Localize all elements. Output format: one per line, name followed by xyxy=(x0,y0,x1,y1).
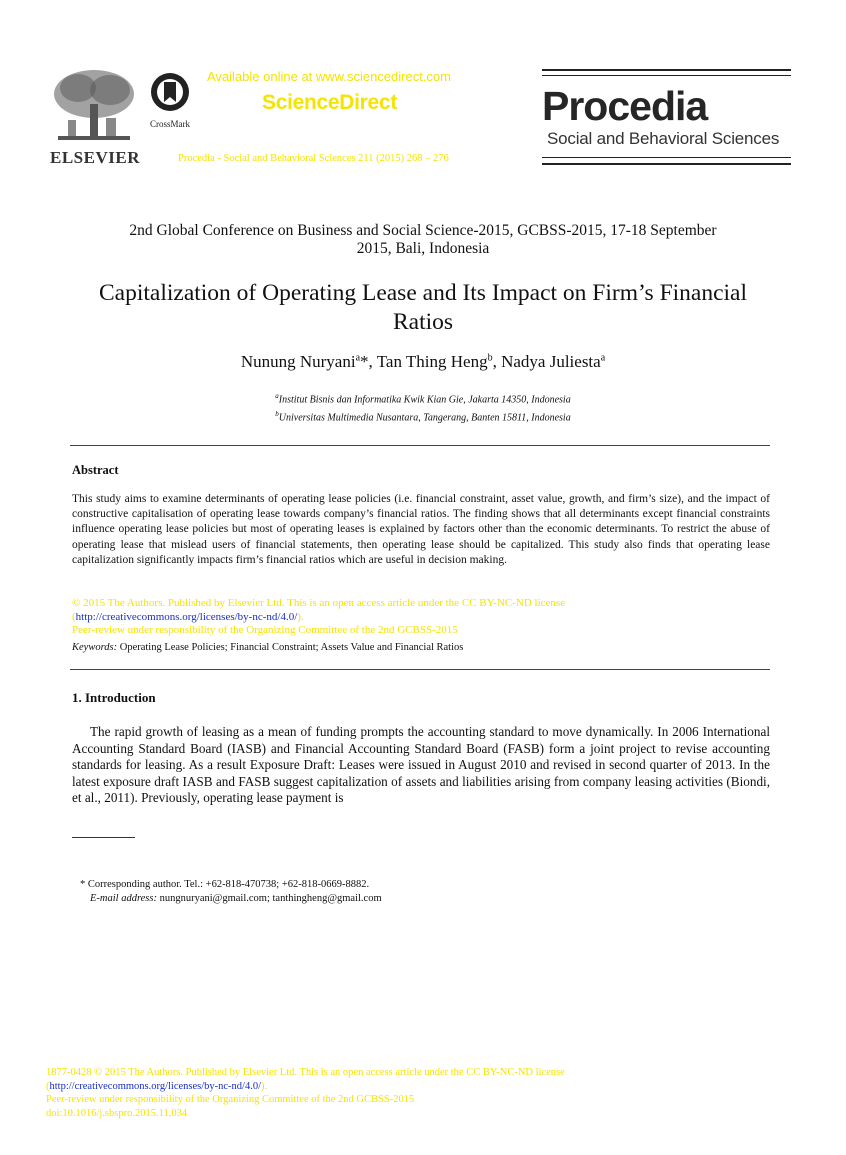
conference-name xyxy=(60,222,786,258)
author-list xyxy=(60,352,786,372)
conference-line: 2015, Bali, Indonesia xyxy=(356,240,490,257)
footer-license-link[interactable]: http://creativecommons.org/licenses/by-nc-nd/4.0/ xyxy=(49,1080,262,1092)
crossmark-badge[interactable] xyxy=(148,72,192,129)
title-line: Capitalization of Operating Lease and Its Impact on Firm’s Financial xyxy=(98,280,748,306)
conference-line: 2nd Global Conference on Business and Social Science-2015, GCBSS-2015, 17-18 September xyxy=(129,222,717,239)
author-name: Nadya Juliesta xyxy=(501,352,601,371)
divider xyxy=(70,445,770,446)
crossmark-icon xyxy=(150,72,190,112)
author-affil-mark: a xyxy=(355,352,361,364)
footer-peer-review: Peer-review under responsibility of the Organizing Committee of the 2nd GCBSS-2015 xyxy=(46,1094,415,1105)
available-online-link[interactable]: Available online at www.sciencedirect.com xyxy=(207,69,451,84)
affiliations xyxy=(60,389,786,426)
journal-reference: Procedia - Social and Behavioral Sciences 211 (2015) 268 – 276 xyxy=(178,153,449,164)
crossmark-label: CrossMark xyxy=(150,119,190,129)
footnote xyxy=(80,878,382,906)
section-heading: 1. Introduction xyxy=(72,690,156,705)
peer-review-line: Peer-review under responsibility of the Organizing Committee of the 2nd GCBSS-2015 xyxy=(72,624,458,636)
keywords xyxy=(72,642,463,653)
sciencedirect-logo: ScienceDirect xyxy=(262,91,398,114)
affil-mark: b xyxy=(275,410,279,419)
author-name: Nunung Nuryani xyxy=(240,352,356,371)
author-affil-mark: b xyxy=(487,352,493,364)
publisher-name: ELSEVIER xyxy=(50,148,140,167)
corresponding-author: * Corresponding author. Tel.: +62-818-470738; +62-818-0669-8882. xyxy=(80,879,370,890)
author-separator: *, xyxy=(360,352,377,371)
affil-mark: a xyxy=(275,392,279,400)
procedia-subtitle: Social and Behavioral Sciences xyxy=(547,129,780,148)
title-line: Ratios xyxy=(392,309,454,335)
author-name: Tan Thing Heng xyxy=(376,352,488,371)
abstract-license: © 2015 The Authors. Published by Elsevier Ltd. This is an open access article under the CC BY-NC-ND license (http://creativecommons.org/licenses/by-nc-nd/4.0/). Peer-review under responsibility of the Organizing Committee of the 2nd GCBSS-2015 xyxy=(72,597,772,638)
author-separator: , xyxy=(492,352,502,371)
abstract-text: This study aims to examine determinants of operating lease policies (i.e. financial constraint, asset value, growth, and firm’s size), and the impact of constructive capitalisation of operating lease towards company’s financial ratios. The finding shows that all determinants except financial constraints influence operating lease policies but most of operating leases is explained by factors other than the economic determinants. To restrict the abuse of operating lease that mislead users of financial statements, then operating lease should be capitalized. This study also finds that operating lease capitalization significantly impacts firm’s financial ratios which are useful in decision making. xyxy=(72,493,770,566)
doi[interactable]: doi:10.1016/j.sbspro.2015.11.034 xyxy=(46,1107,188,1119)
divider xyxy=(70,669,770,670)
affiliation-item xyxy=(60,407,786,425)
email-label: E-mail address: xyxy=(90,893,157,904)
keywords-text: Operating Lease Policies; Financial Constraint; Assets Value and Financial Ratios xyxy=(119,642,464,653)
procedia-masthead xyxy=(542,69,791,165)
abstract-heading: Abstract xyxy=(72,463,119,477)
license-link[interactable]: http://creativecommons.org/licenses/by-nc-nd/4.0/ xyxy=(75,610,298,623)
affil-text: Institut Bisnis dan Informatika Kwik Kian Gie, Jakarta 14350, Indonesia xyxy=(278,394,571,406)
footnote-rule xyxy=(72,837,135,838)
page-footer: 1877-0428 © 2015 The Authors. Published by Elsevier Ltd. This is an open access article under the CC BY-NC-ND license (http://creativecommons.org/licenses/by-nc-nd/4.0/). Peer-review under responsibility of the Organizing Committee of the 2nd GCBSS-2015 doi:10.1016/j.sbspro.2015.11.034 xyxy=(46,1066,766,1120)
affiliation-item xyxy=(60,389,786,407)
license-line: © 2015 The Authors. Published by Elsevier Ltd. This is an open access article under the CC BY-NC-ND license xyxy=(72,597,566,609)
issn-line: 1877-0428 © 2015 The Authors. Published by Elsevier Ltd. This is an open access article under the CC BY-NC-ND license xyxy=(46,1067,565,1078)
author-affil-mark: a xyxy=(600,352,606,364)
affil-text: Universitas Multimedia Nusantara, Tangerang, Banten 15811, Indonesia xyxy=(278,412,571,424)
procedia-title: Procedia xyxy=(542,83,708,129)
section-body: The rapid growth of leasing as a mean of funding prompts the accounting standard to move dynamically. In 2006 International Accounting Standard Board (IASB) and Financial Accounting Standard Board (FASB) form a joint project to revise accounting standards for leasing. As a result Exposure Draft: Leases were issued in August 2010 and revised in second quarter of 2013. In the latest exposure draft IASB and FASB suggest capitalization of assets and liabilities arising from company leasing activities (Biondi, et al., 2011). Previously, operating lease payment is xyxy=(72,724,770,805)
email-address[interactable]: nungnuryani@gmail.com; tanthingheng@gmail.com xyxy=(159,893,382,904)
keywords-label: Keywords: xyxy=(72,642,118,653)
paper-title xyxy=(60,279,786,337)
